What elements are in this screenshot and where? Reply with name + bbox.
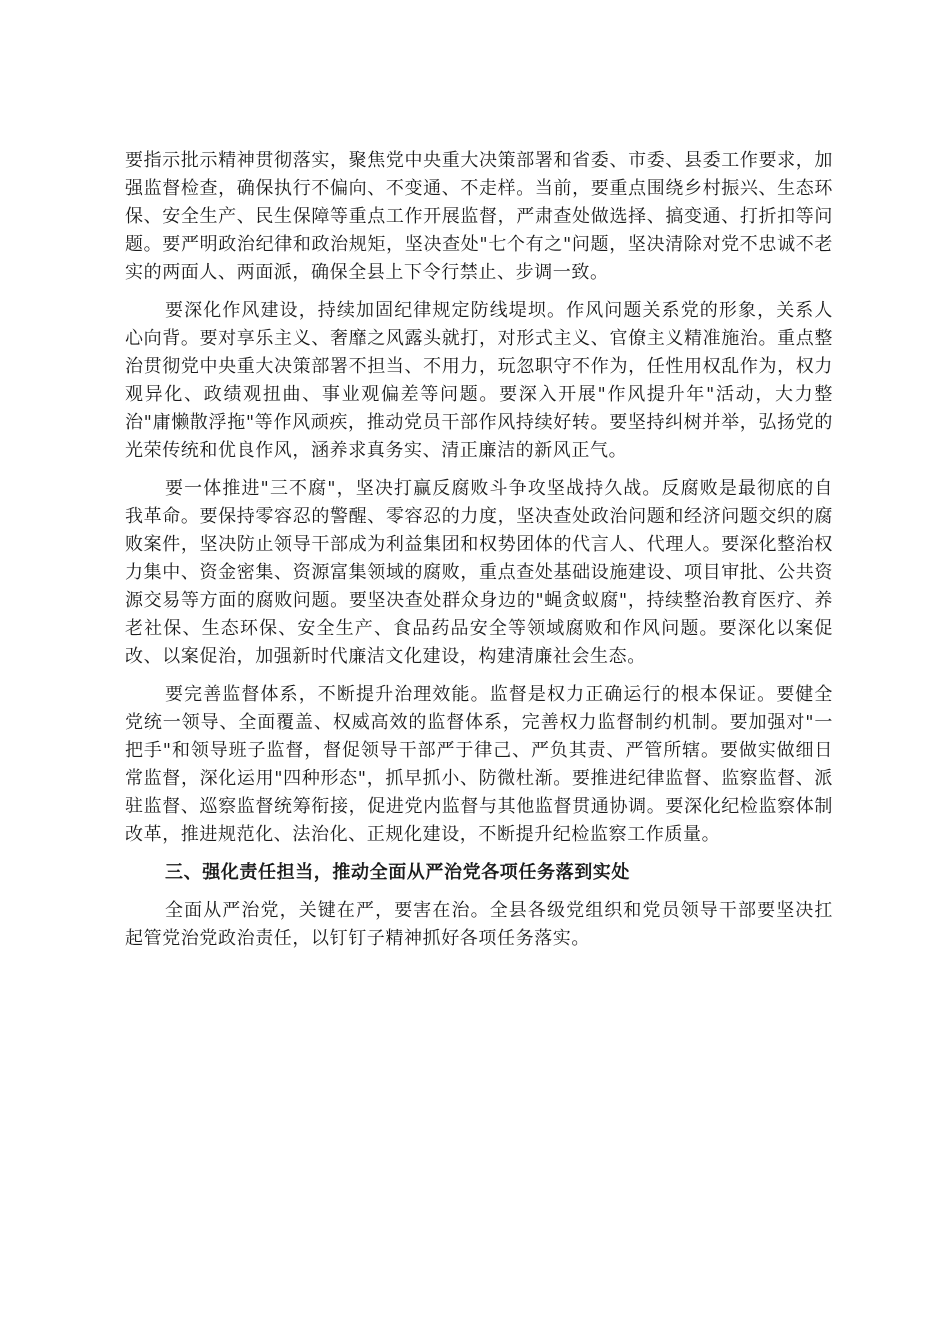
section-heading: 三、强化责任担当，推动全面从严治党各项任务落到实处	[165, 862, 630, 883]
paragraph-anti-corruption: 要一体推进"三不腐"，坚决打赢反腐败斗争攻坚战持久战。反腐败是最彻底的自我革命。要保持零容忍的警醒、零容忍的力度，坚决查处政治问题和经济问题交织的腐败案件，坚决防止领导干部成为利益集团和权势团体的代言人、代理人。要深化整治权力集中、资金密集、资源富集领域的腐败，重点查处基础设施建设、项目审批、公共资源交易等方面的腐败问题。要坚决查处群众身边的"蝇贪蚁腐"，持续整治教育医疗、养老社保、生态环保、安全生产、食品药品安全等领域腐败和作风问题。要深化以案促改、以案促治，加强新时代廉洁文化建设，构建清廉社会生态。	[125, 478, 833, 667]
paragraph-work-style: 要深化作风建设，持续加固纪律规定防线堤坝。作风问题关系党的形象，关系人心向背。要对享乐主义、奢靡之风露头就打，对形式主义、官僚主义精准施治。重点整治贯彻党中央重大决策部署不担当、不用力，玩忽职守不作为，任性用权乱作为，权力观异化、政绩观扭曲、事业观偏差等问题。要深入开展"作风提升年"活动，大力整治"庸懒散浮拖"等作风顽疾，推动党员干部作风持续好转。要坚持纠树并举，弘扬党的光荣传统和优良作风，涵养求真务实、清正廉洁的新风正气。	[125, 300, 833, 461]
paragraph-closing: 全面从严治党，关键在严，要害在治。全县各级党组织和党员领导干部要坚决扛起管党治党政治责任，以钉钉子精神抓好各项任务落实。	[125, 900, 833, 949]
document-page	[125, 147, 833, 963]
paragraph-supervision-system: 要完善监督体系，不断提升治理效能。监督是权力正确运行的根本保证。要健全党统一领导、全面覆盖、权威高效的监督体系，完善权力监督制约机制。要加强对"一把手"和领导班子监督，督促领导干部严于律己、严负其责、严管所辖。要做实做细日常监督，深化运用"四种形态"，抓早抓小、防微杜渐。要推进纪律监督、监察监督、派驻监督、巡察监督统筹衔接，促进党内监督与其他监督贯通协调。要深化纪检监察体制改革，推进规范化、法治化、正规化建设，不断提升纪检监察工作质量。	[125, 684, 833, 845]
paragraph-political-supervision: 要指示批示精神贯彻落实，聚焦党中央重大决策部署和省委、市委、县委工作要求，加强监督检查，确保执行不偏向、不变通、不走样。当前，要重点围绕乡村振兴、生态环保、安全生产、民生保障等重点工作开展监督，严肃查处做选择、搞变通、打折扣等问题。要严明政治纪律和政治规矩，坚决查处"七个有之"问题，坚决清除对党不忠诚不老实的两面人、两面派，确保全县上下令行禁止、步调一致。	[125, 150, 833, 283]
